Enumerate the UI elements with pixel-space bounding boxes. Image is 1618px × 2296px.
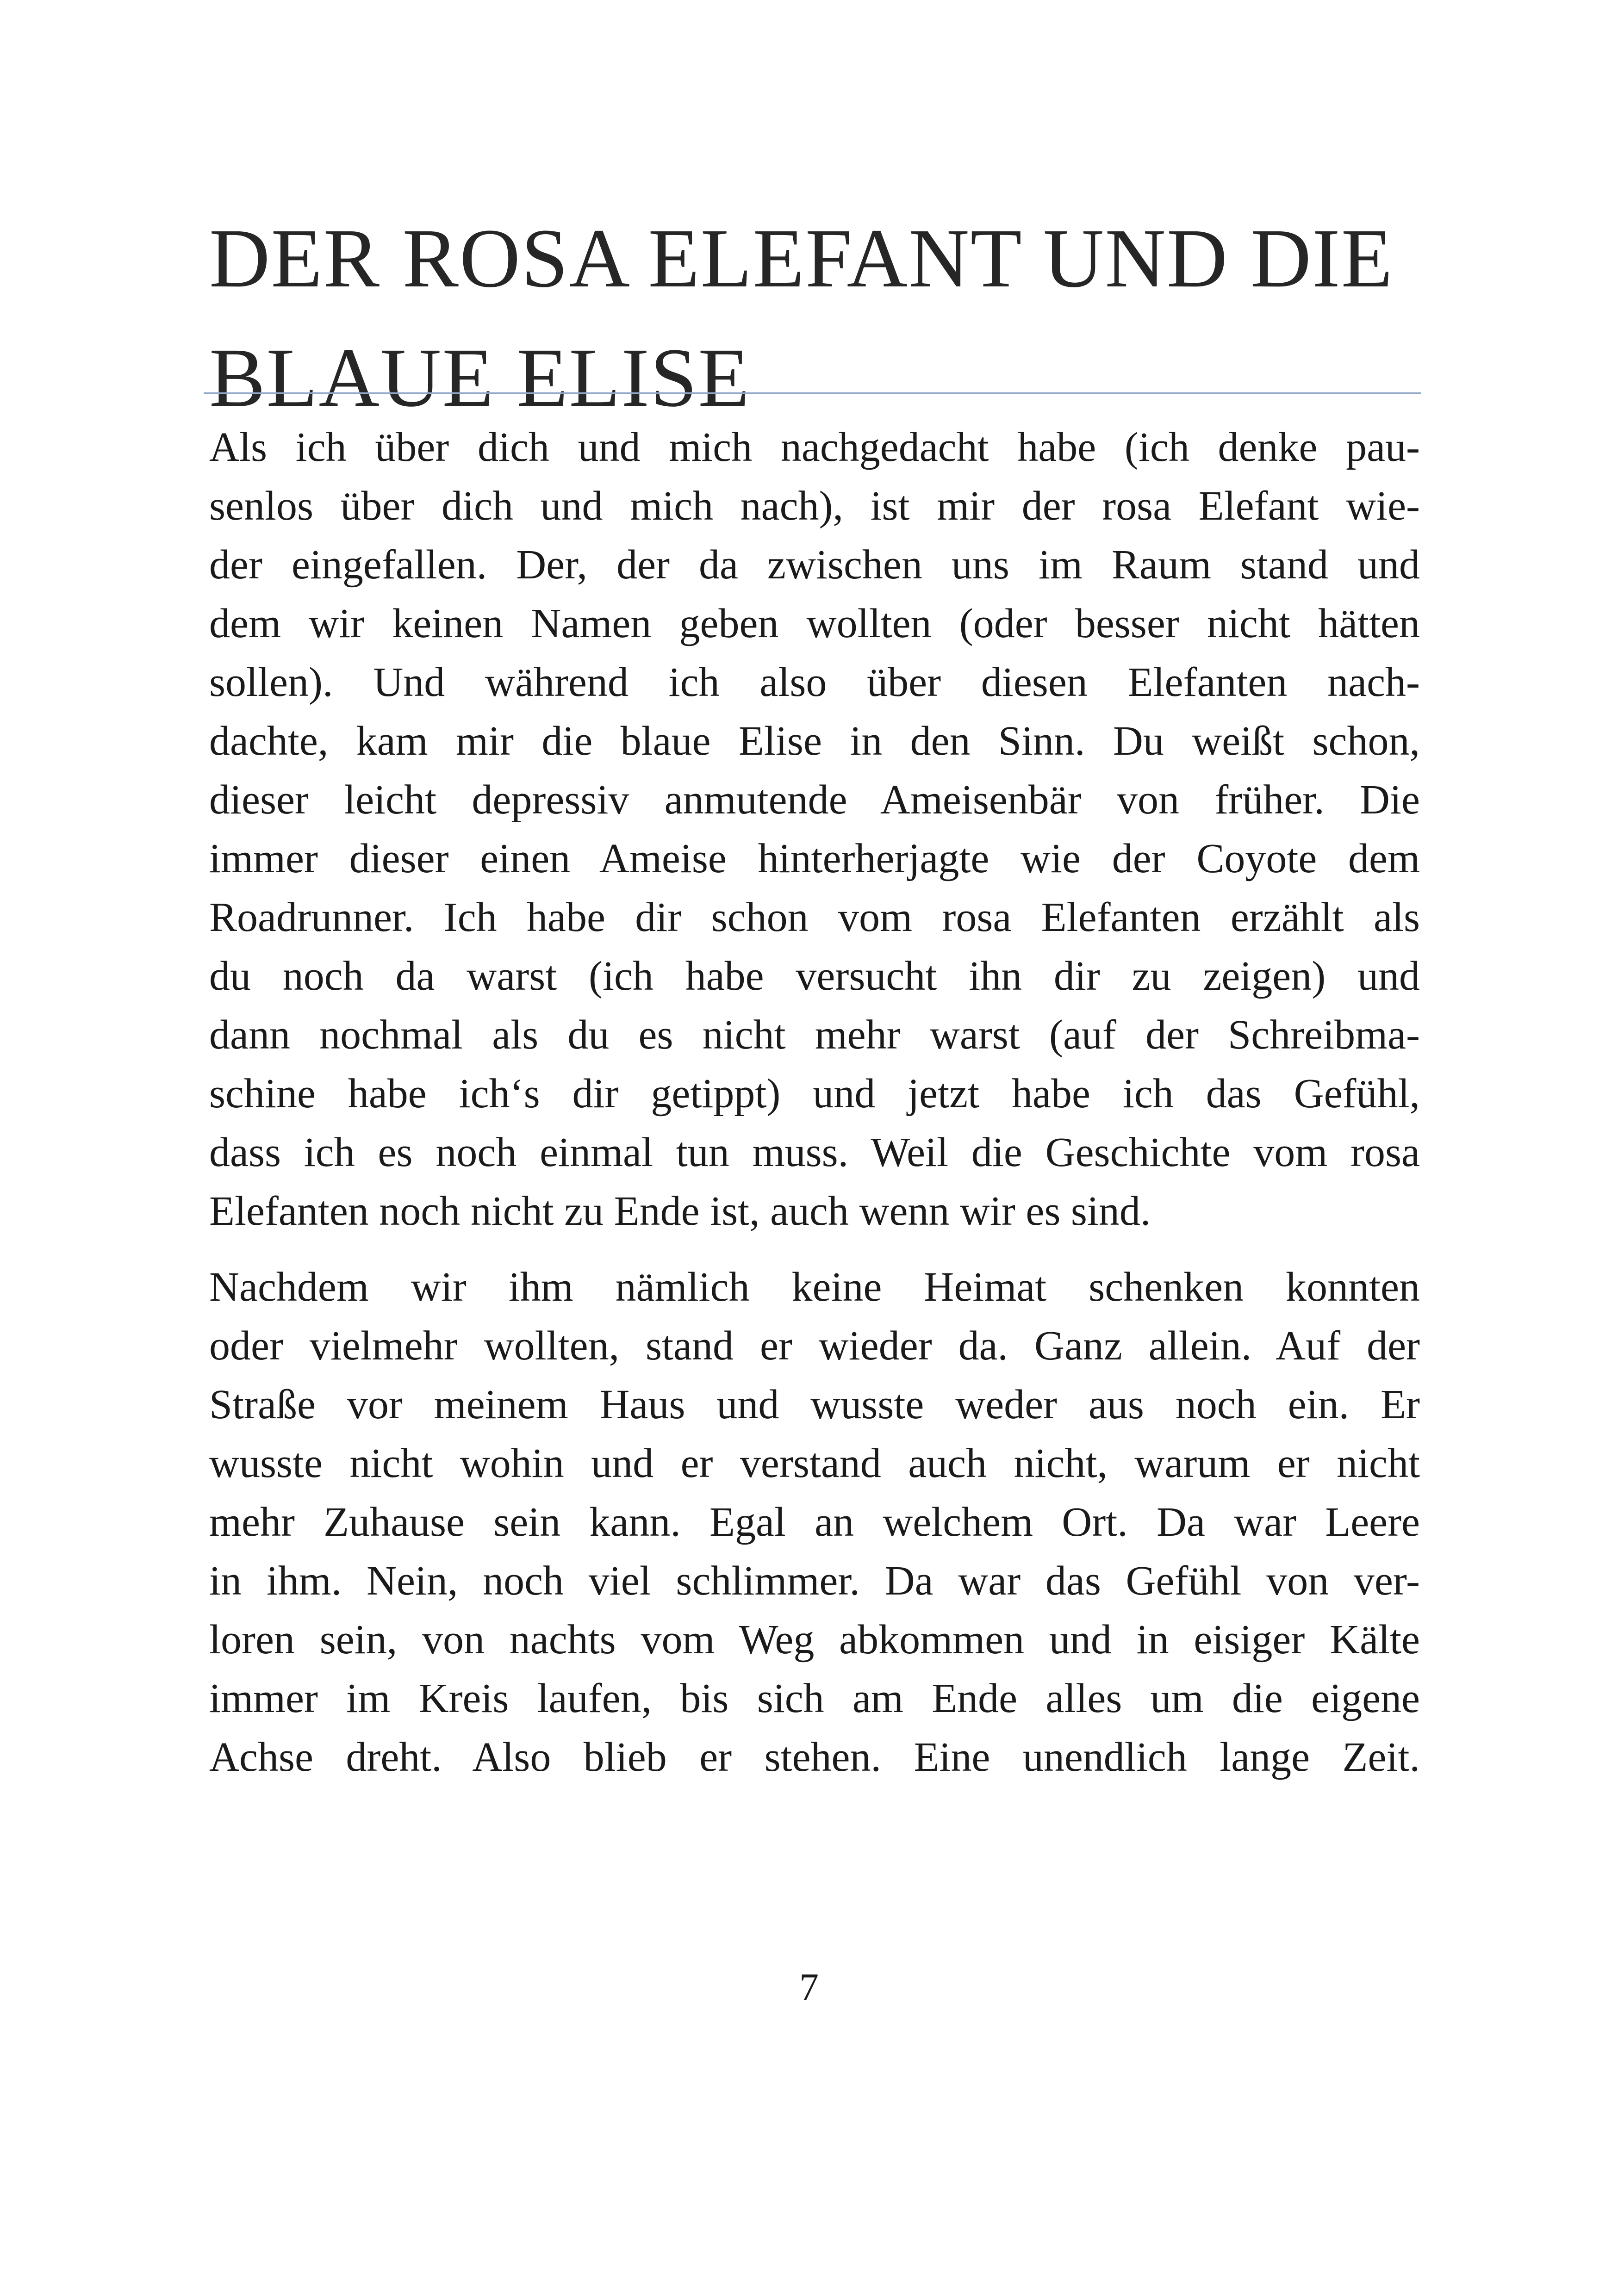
text-line: Als ich über dich und mich nachgedacht habe (ich denke pau- — [209, 424, 1420, 470]
text-line: immer im Kreis laufen, bis sich am Ende alles um die eigene — [209, 1675, 1420, 1721]
paragraph — [209, 1258, 1420, 1787]
text-line: dem wir keinen Namen geben wollten (oder besser nicht hätten — [209, 601, 1420, 646]
text-line: Straße vor meinem Haus und wusste weder aus noch ein. Er — [209, 1382, 1420, 1427]
chapter-title-line: BLAUE ELISE — [209, 331, 751, 424]
chapter-title-line: DER ROSA ELEFANT UND DIE — [209, 212, 1394, 305]
text-line: mehr Zuhause sein kann. Egal an welchem Ort. Da war Leere — [209, 1499, 1420, 1545]
text-line: Achse dreht. Also blieb er stehen. Eine unendlich lange Zeit. — [209, 1734, 1420, 1780]
text-line: dass ich es noch einmal tun muss. Weil die Geschichte vom rosa — [209, 1129, 1420, 1175]
text-line: oder vielmehr wollten, stand er wieder da. Ganz allein. Auf der — [209, 1323, 1420, 1369]
text-line: der eingefallen. Der, der da zwischen uns im Raum stand und — [209, 542, 1420, 588]
text-line: dieser leicht depressiv anmutende Ameisenbär von früher. Die — [209, 777, 1420, 823]
text-line: wusste nicht wohin und er verstand auch nicht, warum er nicht — [209, 1440, 1420, 1486]
text-line: dann nochmal als du es nicht mehr warst (auf der Schreibma- — [209, 1012, 1420, 1058]
paragraph — [209, 418, 1420, 1241]
page-number: 7 — [799, 1966, 819, 2009]
text-line: dachte, kam mir die blaue Elise in den Sinn. Du weißt schon, — [209, 718, 1420, 764]
text-line: senlos über dich und mich nach), ist mir der rosa Elefant wie- — [209, 483, 1420, 529]
text-line: loren sein, von nachts vom Weg abkommen und in eisiger Kälte — [209, 1617, 1420, 1663]
text-line: schine habe ich‘s dir getippt) und jetzt habe ich das Gefühl, — [209, 1071, 1420, 1117]
chapter-title — [209, 199, 1420, 438]
text-line: immer dieser einen Ameise hinterherjagte wie der Coyote dem — [209, 836, 1420, 881]
text-line: sollen). Und während ich also über diesen Elefanten nach- — [209, 659, 1420, 705]
text-line: in ihm. Nein, noch viel schlimmer. Da war das Gefühl von ver- — [209, 1558, 1420, 1604]
title-divider — [204, 392, 1421, 394]
text-line: Nachdem wir ihm nämlich keine Heimat schenken konnten — [209, 1264, 1420, 1310]
text-line: Roadrunner. Ich habe dir schon vom rosa Elefanten erzählt als — [209, 894, 1420, 940]
text-line: du noch da warst (ich habe versucht ihn dir zu zeigen) und — [209, 953, 1420, 999]
text-line: Elefanten noch nicht zu Ende ist, auch wenn wir es sind. — [209, 1188, 1151, 1234]
